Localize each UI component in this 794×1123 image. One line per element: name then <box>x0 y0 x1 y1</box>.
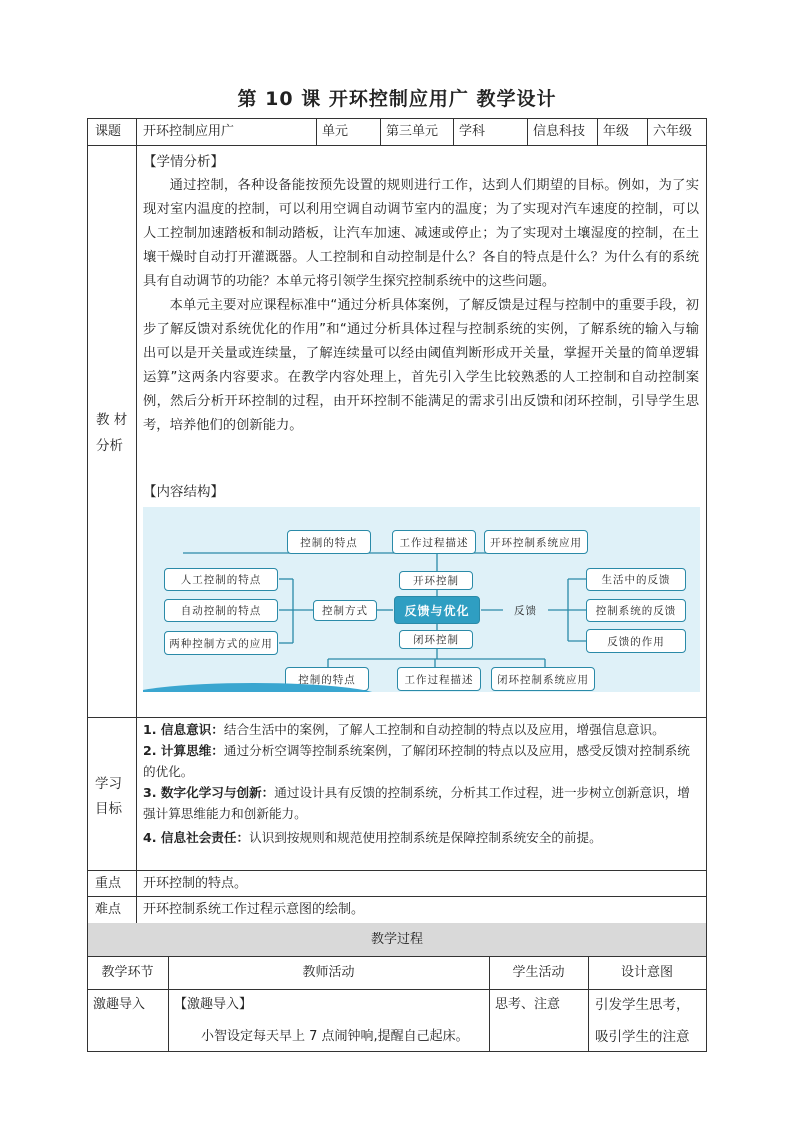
table-border-right <box>706 118 707 923</box>
goal-item <box>143 740 700 782</box>
col-divider <box>380 118 381 145</box>
row-divider <box>87 956 707 957</box>
node-auto-control-features: 自动控制的特点 <box>164 599 278 622</box>
header-key-grade: 年级 <box>603 124 630 139</box>
teacher-activity-heading: 【激趣导入】 <box>174 997 253 1012</box>
col-header-stage: 教学环节 <box>101 965 154 980</box>
col-divider <box>316 118 317 145</box>
section-content-structure: 【内容结构】 <box>143 484 224 500</box>
materials-label-line1: 教 材 <box>96 412 128 428</box>
row-divider <box>87 896 706 897</box>
table-border-left <box>87 118 88 923</box>
table-border-bottom <box>87 1051 707 1052</box>
node-feedback-role: 反馈的作用 <box>586 629 686 653</box>
materials-label-line2: 分析 <box>96 438 123 454</box>
node-open-loop-control: 开环控制 <box>399 571 473 590</box>
node-control-method: 控制方式 <box>313 600 377 621</box>
node-manual-control-features: 人工控制的特点 <box>164 568 278 591</box>
node-open-work-process: 工作过程描述 <box>392 530 476 554</box>
row-divider <box>87 717 706 718</box>
design-intent-line1: 引发学生思考， <box>595 997 690 1013</box>
stage-cell: 激趣导入 <box>93 997 146 1012</box>
table-border-right <box>706 923 707 1051</box>
col-divider <box>647 118 648 145</box>
node-open-loop-application: 开环控制系统应用 <box>484 530 588 554</box>
goal-heading: 1. 信息意识： <box>143 722 224 737</box>
row-divider <box>87 870 706 871</box>
table-border-left <box>87 923 88 1051</box>
student-activity: 思考、注意 <box>495 997 561 1012</box>
goal-item <box>143 719 700 740</box>
col-divider <box>136 118 137 923</box>
goals-label-line2: 目标 <box>95 801 122 817</box>
content-structure-diagram <box>143 507 700 692</box>
goal-text: 结合生活中的案例，了解人工控制和自动控制的特点以及应用，增强信息意识。 <box>223 722 665 737</box>
goal-heading: 3. 数字化学习与创新： <box>143 785 275 800</box>
node-control-system-feedback: 控制系统的反馈 <box>586 599 686 622</box>
goals-list <box>143 719 700 848</box>
goal-heading: 2. 计算思维： <box>143 743 224 758</box>
materials-text <box>143 174 699 438</box>
header-value-unit: 第三单元 <box>386 124 439 139</box>
node-feedback: 反馈 <box>514 605 537 617</box>
goal-text: 通过分析空调等控制系统案例，了解闭环控制的特点以及应用，感受反馈对控制系统的优化。 <box>143 743 690 779</box>
goal-heading: 4. 信息社会责任： <box>143 830 250 845</box>
node-closed-loop-control: 闭环控制 <box>399 630 473 649</box>
goals-label-line1: 学习 <box>95 776 122 792</box>
col-header-student: 学生活动 <box>512 965 565 980</box>
section-student-analysis: 【学情分析】 <box>143 154 224 170</box>
row-divider <box>87 145 706 146</box>
teacher-activity-text: 小智设定每天早上 7 点闹钟响,提醒自己起床。 <box>201 1029 469 1044</box>
header-value-topic: 开环控制应用广 <box>143 124 235 139</box>
table-border-top <box>87 118 706 119</box>
node-feedback-in-life: 生活中的反馈 <box>586 568 686 591</box>
col-divider <box>597 118 598 145</box>
key-point-text: 开环控制的特点。 <box>143 876 248 891</box>
col-divider <box>527 118 528 145</box>
difficulty-text: 开环控制系统工作过程示意图的绘制。 <box>143 902 365 917</box>
col-header-teacher: 教师活动 <box>302 965 355 980</box>
process-title: 教学过程 <box>370 932 423 947</box>
header-key-topic: 课题 <box>95 124 122 139</box>
paragraph-unit-requirements: 本单元主要对应课程标准中“通过分析具体案例，了解反馈是过程与控制中的重要手段，初步了解反馈对系统优化的作用”和“通过分析具体过程与控制系统的实例，了解系统的输入与输出可以是开关量或连续量，了解连续量可以经由阈值判断形成开关量，掌握开关量的简单逻辑运算”这两条内容要求。在教学内容处理上，首先引入学生比较熟悉的人工控制和自动控制案例，然后分析开环控制的过程，由开环控制不能满足的需求引出反馈和闭环控制，引导学生思考，培养他们的创新能力。 <box>143 298 699 433</box>
header-key-subject: 学科 <box>459 124 486 139</box>
goal-item <box>143 827 700 848</box>
col-divider <box>453 118 454 145</box>
node-core-feedback-optimization: 反馈与优化 <box>394 596 480 624</box>
goal-text: 通过设计具有反馈的控制系统，分析其工作过程，进一步树立创新意识，增强计算思维能力和创新能力。 <box>143 785 690 821</box>
header-key-unit: 单元 <box>322 124 349 139</box>
node-closed-work-process: 工作过程描述 <box>397 667 481 691</box>
col-header-intent: 设计意图 <box>620 965 673 980</box>
node-closed-loop-application: 闭环控制系统应用 <box>491 667 595 691</box>
paragraph-student-analysis: 通过控制，各种设备能按预先设置的规则进行工作，达到人们期望的目标。例如，为了实现对室内温度的控制，可以利用空调自动调节室内的温度；为了实现对汽车速度的控制，可以人工控制加速踏板和制动踏板，让汽车加速、减速或停止；为了实现对土壤湿度的控制，在土壤干燥时自动打开灌溉器。人工控制和自动控制是什么？各自的特点是什么？为什么有的系统具有自动调节的功能？本单元将引领学生探究控制系统中的这些问题。 <box>143 178 699 289</box>
key-point-label: 重点 <box>95 876 122 891</box>
page-title: 第 10 课 开环控制应用广 教学设计 <box>237 88 557 110</box>
node-open-control-features: 控制的特点 <box>287 530 371 554</box>
goal-text: 认识到按规则和规范使用控制系统是保障控制系统安全的前提。 <box>249 830 602 845</box>
node-two-methods-application: 两种控制方式的应用 <box>164 631 278 655</box>
header-value-grade: 六年级 <box>653 124 693 139</box>
design-intent-line2: 吸引学生的注意 <box>595 1029 690 1045</box>
header-value-subject: 信息科技 <box>533 124 586 139</box>
node-closed-control-features: 控制的特点 <box>285 667 369 691</box>
row-divider <box>87 989 707 990</box>
difficulty-label: 难点 <box>95 902 122 917</box>
goal-item <box>143 782 700 824</box>
